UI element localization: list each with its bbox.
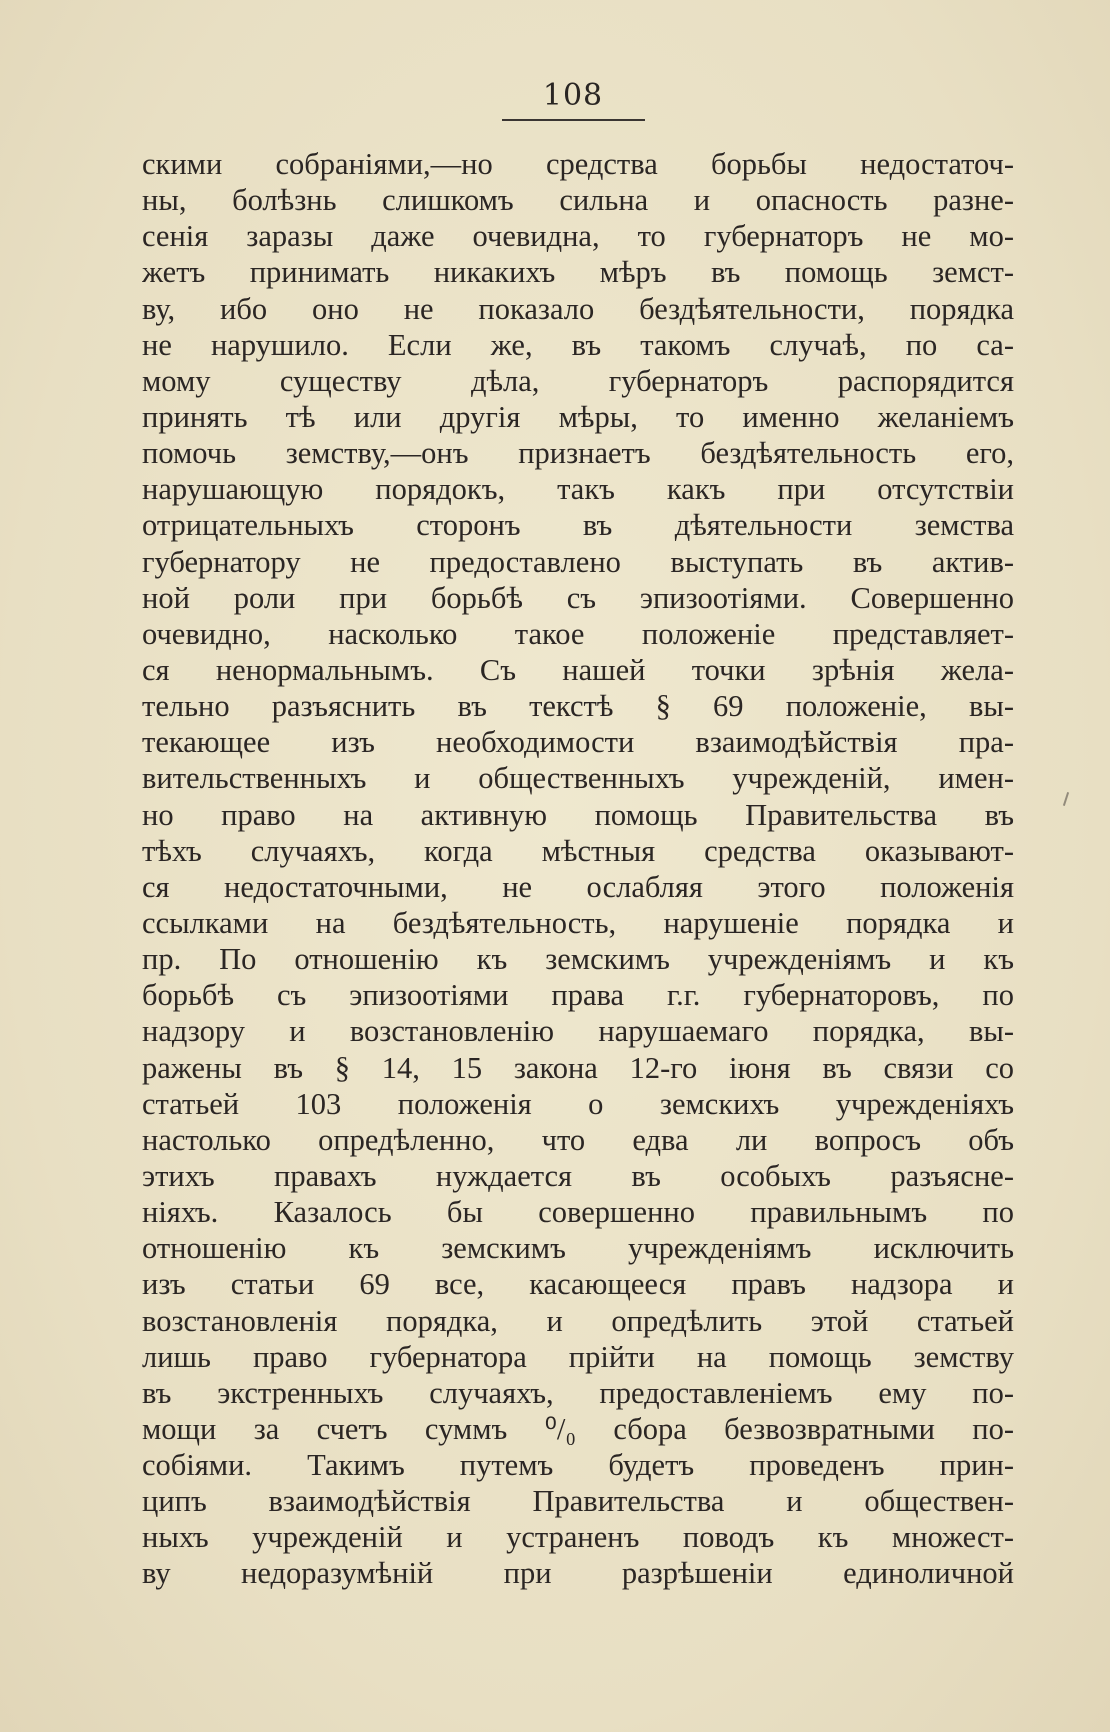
text-line: сенія заразы даже очевидна, то губернаторъ не мо- xyxy=(142,219,1014,254)
text-line: ніяхъ. Казалось бы совершенно правильнымъ по xyxy=(142,1195,1014,1230)
text-line: ныхъ учрежденій и устраненъ поводъ къ множест- xyxy=(142,1520,1014,1555)
text-line: отношенію къ земскимъ учрежденіямъ исключить xyxy=(142,1231,1014,1266)
text-line: вительственныхъ и общественныхъ учрежденій, имен- xyxy=(142,761,1014,796)
text-line: статьей 103 положенія о земскихъ учрежденіяхъ xyxy=(142,1086,1014,1121)
text-line: тельно разъяснить въ текстѣ § 69 положеніе, вы- xyxy=(142,689,1014,724)
text-line: ву недоразумѣній при разрѣшеніи единоличной xyxy=(142,1556,1014,1591)
text-line: этихъ правахъ нуждается въ особыхъ разъясне- xyxy=(142,1158,1014,1193)
text-line: нарушающую порядокъ, такъ какъ при отсутствіи xyxy=(142,472,1014,507)
text-line: скими собраніями,—но средства борьбы недостаточ- xyxy=(142,147,1014,181)
text-line: но право на активную помощь Правительства въ xyxy=(142,797,1014,832)
text-line: мощи за счетъ суммъ ⁰/₀ сбора безвозвратными по- xyxy=(142,1411,1014,1446)
body-text xyxy=(142,146,1014,1592)
text-line: ся недостаточными, не ослабляя этого положенія xyxy=(142,869,1014,904)
text-line: ссылками на бездѣятельность, нарушеніе порядка и xyxy=(142,905,1014,940)
text-line: ву, ибо оно не показало бездѣятельности, порядка xyxy=(142,291,1014,326)
text-line: ся ненормальнымъ. Съ нашей точки зрѣнія жела- xyxy=(142,652,1014,687)
text-line: ражены въ § 14, 15 закона 12-го іюня въ связи со xyxy=(142,1050,1014,1085)
text-line: ципъ взаимодѣйствія Правительства и обществен- xyxy=(142,1484,1014,1519)
text-line: жетъ принимать никакихъ мѣръ въ помощь земст- xyxy=(142,255,1014,290)
text-line: изъ статьи 69 все, касающееся правъ надзора и xyxy=(142,1267,1014,1302)
text-line: въ экстренныхъ случаяхъ, предоставленіемъ ему по- xyxy=(142,1375,1014,1410)
text-line: не нарушило. Если же, въ такомъ случаѣ, по са- xyxy=(142,327,1014,362)
text-line: настолько опредѣленно, что едва ли вопросъ объ xyxy=(142,1122,1014,1157)
text-line: принять тѣ или другія мѣры, то именно желаніемъ xyxy=(142,399,1014,434)
text-line: ной роли при борьбѣ съ эпизоотіями. Совершенно xyxy=(142,580,1014,615)
text-line: помочь земству,—онъ признаетъ бездѣятельность его, xyxy=(142,436,1014,471)
text-line: пр. По отношенію къ земскимъ учрежденіямъ и къ xyxy=(142,942,1014,977)
text-line: мому существу дѣла, губернаторъ распорядится xyxy=(142,363,1014,398)
text-line: отрицательныхъ сторонъ въ дѣятельности земства xyxy=(142,508,1014,543)
page-number: 108 xyxy=(542,78,604,113)
text-line: тѣхъ случаяхъ, когда мѣстныя средства оказывают- xyxy=(142,833,1014,868)
text-line: собіями. Такимъ путемъ будетъ проведенъ прин- xyxy=(142,1448,1014,1483)
text-line: борьбѣ съ эпизоотіями права г.г. губернаторовъ, по xyxy=(142,978,1014,1013)
text-line: текающее изъ необходимости взаимодѣйствія пра- xyxy=(142,725,1014,760)
text-line: очевидно, насколько такое положеніе представляет- xyxy=(142,616,1014,651)
header-rule xyxy=(502,119,645,121)
text-line: губернатору не предоставлено выступать въ актив- xyxy=(142,544,1014,579)
text-line: надзору и возстановленію нарушаемаго порядка, вы- xyxy=(142,1014,1014,1049)
text-line: возстановленія порядка, и опредѣлить этой статьей xyxy=(142,1303,1014,1338)
text-line: лишь право губернатора прійти на помощь земству xyxy=(142,1339,1014,1374)
text-line: ны, болѣзнь слишкомъ сильна и опасность разне- xyxy=(142,183,1014,218)
margin-mark xyxy=(1063,792,1069,806)
